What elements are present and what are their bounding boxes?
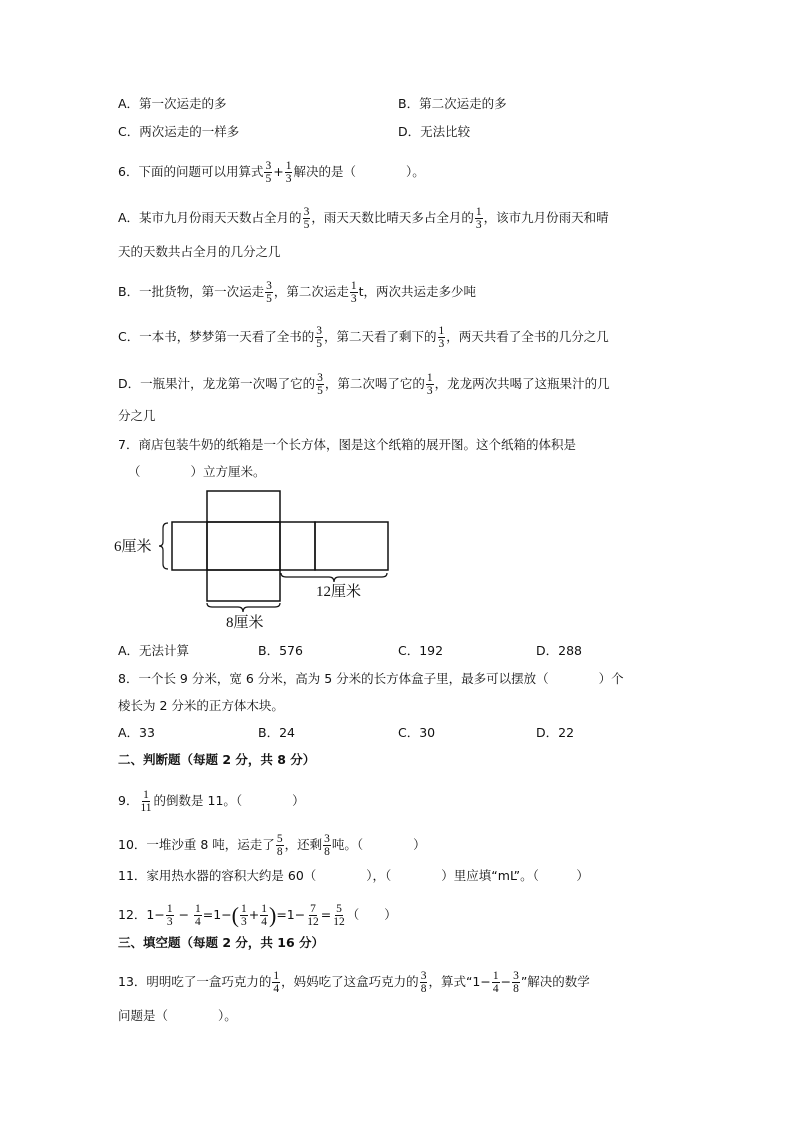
q6-stem: 6．下面的问题可以用算式 $\frac{3}{5}$ + $\frac{1}{3}$ 解决的是（ ）。 — [118, 160, 425, 185]
q6-option-c: C．一本书，梦梦第一天看了全书的 $\frac{3}{5}$ ，第二天看了剩下的 $\frac{1}{3}$ ，两天共看了全书的几分之几 — [118, 325, 609, 350]
net-left-face — [172, 522, 207, 570]
q10: 10．一堆沙重 8 吨，运走了 $\frac{5}{8}$ ，还剩 $\frac{3}{8}$ 吨。（ ） — [118, 833, 426, 858]
label-6cm: 6厘米 — [114, 539, 152, 555]
label-8cm: 8厘米 — [226, 615, 264, 631]
q9: 9． $\frac{1}{11}$ 的倒数是 11。（ ） — [118, 789, 305, 814]
net-right-face — [280, 522, 315, 570]
brace-12cm — [281, 573, 387, 582]
label-12cm: 12厘米 — [316, 584, 362, 600]
q13-line2: 问题是（ ）。 — [118, 1008, 237, 1023]
fraction: $\frac{1}{3}$ — [285, 160, 292, 185]
q5-option-d: D．无法比较 — [398, 124, 471, 139]
net-back-face — [315, 522, 388, 570]
q8-option-d: D．22 — [536, 725, 575, 740]
q7-stem-line1: 7．商店包装牛奶的纸箱是一个长方体，图是这个纸箱的展开图。这个纸箱的体积是 — [118, 437, 576, 452]
q7-option-b: B．576 — [258, 643, 303, 658]
box-net-diagram — [110, 485, 410, 635]
q7-option-d: D．288 — [536, 643, 582, 658]
q6-option-d: D．一瓶果汁，龙龙第一次喝了它的 $\frac{3}{5}$ ，第二次喝了它的 $\frac{1}{3}$ ，龙龙两次共喝了这瓶果汁的几 — [118, 372, 610, 397]
net-front-face — [207, 522, 280, 570]
q7-option-a: A．无法计算 — [118, 643, 190, 658]
q6-option-a: A．某市九月份雨天天数占全月的 $\frac{3}{5}$ ，雨天天数比晴天多占全月的 $\frac{1}{3}$ ，该市九月份雨天和晴 — [118, 206, 609, 231]
fraction: $\frac{3}{5}$ — [265, 160, 272, 185]
q12: 12．1− $\frac{1}{3}$ − $\frac{1}{4}$ =1−( $\frac{1}{3}$ + $\frac{1}{4}$ )=1− $\frac{7}{12}$ = $\frac{5}{12}$ （ ） — [118, 902, 397, 928]
brace-6cm — [159, 523, 168, 569]
q8-stem-line1: 8．一个长 9 分米，宽 6 分米，高为 5 分米的长方体盒子里，最多可以摆放（ ）个 — [118, 671, 624, 686]
q6-option-d-cont: 分之几 — [118, 408, 156, 423]
q5-option-c: C．两次运走的一样多 — [118, 124, 240, 139]
q7-stem-line2: （ ）立方厘米。 — [128, 464, 266, 479]
q8-option-a: A．33 — [118, 725, 155, 740]
section-2-heading: 二、判断题（每题 2 分，共 8 分） — [118, 752, 316, 767]
q8-stem-line2: 棱长为 2 分米的正方体木块。 — [118, 698, 284, 713]
q6-option-a-cont: 天的天数共占全月的几分之几 — [118, 244, 281, 259]
brace-8cm — [207, 603, 280, 612]
q8-option-b: B．24 — [258, 725, 295, 740]
net-bottom-face — [207, 570, 280, 601]
q5-option-a: A．第一次运走的多 — [118, 96, 227, 111]
q6-option-b: B．一批货物，第一次运走 $\frac{3}{5}$ ，第二次运走 $\frac{1}{3}$ t，两次共运走多少吨 — [118, 280, 476, 305]
net-top-face — [207, 491, 280, 522]
q5-option-b: B．第二次运走的多 — [398, 96, 507, 111]
q7-option-c: C．192 — [398, 643, 444, 658]
q13-line1: 13．明明吃了一盒巧克力的 $\frac{1}{4}$ ，妈妈吃了这盒巧克力的 $\frac{3}{8}$ ，算式“1− $\frac{1}{4}$ − $\frac{3}{8}$ ”解决的数学 — [118, 970, 590, 995]
q8-option-c: C．30 — [398, 725, 436, 740]
q11: 11．家用热水器的容积大约是 60（ ），（ ）里应填“mL”。（ ） — [118, 868, 589, 883]
section-3-heading: 三、填空题（每题 2 分，共 16 分） — [118, 935, 325, 950]
